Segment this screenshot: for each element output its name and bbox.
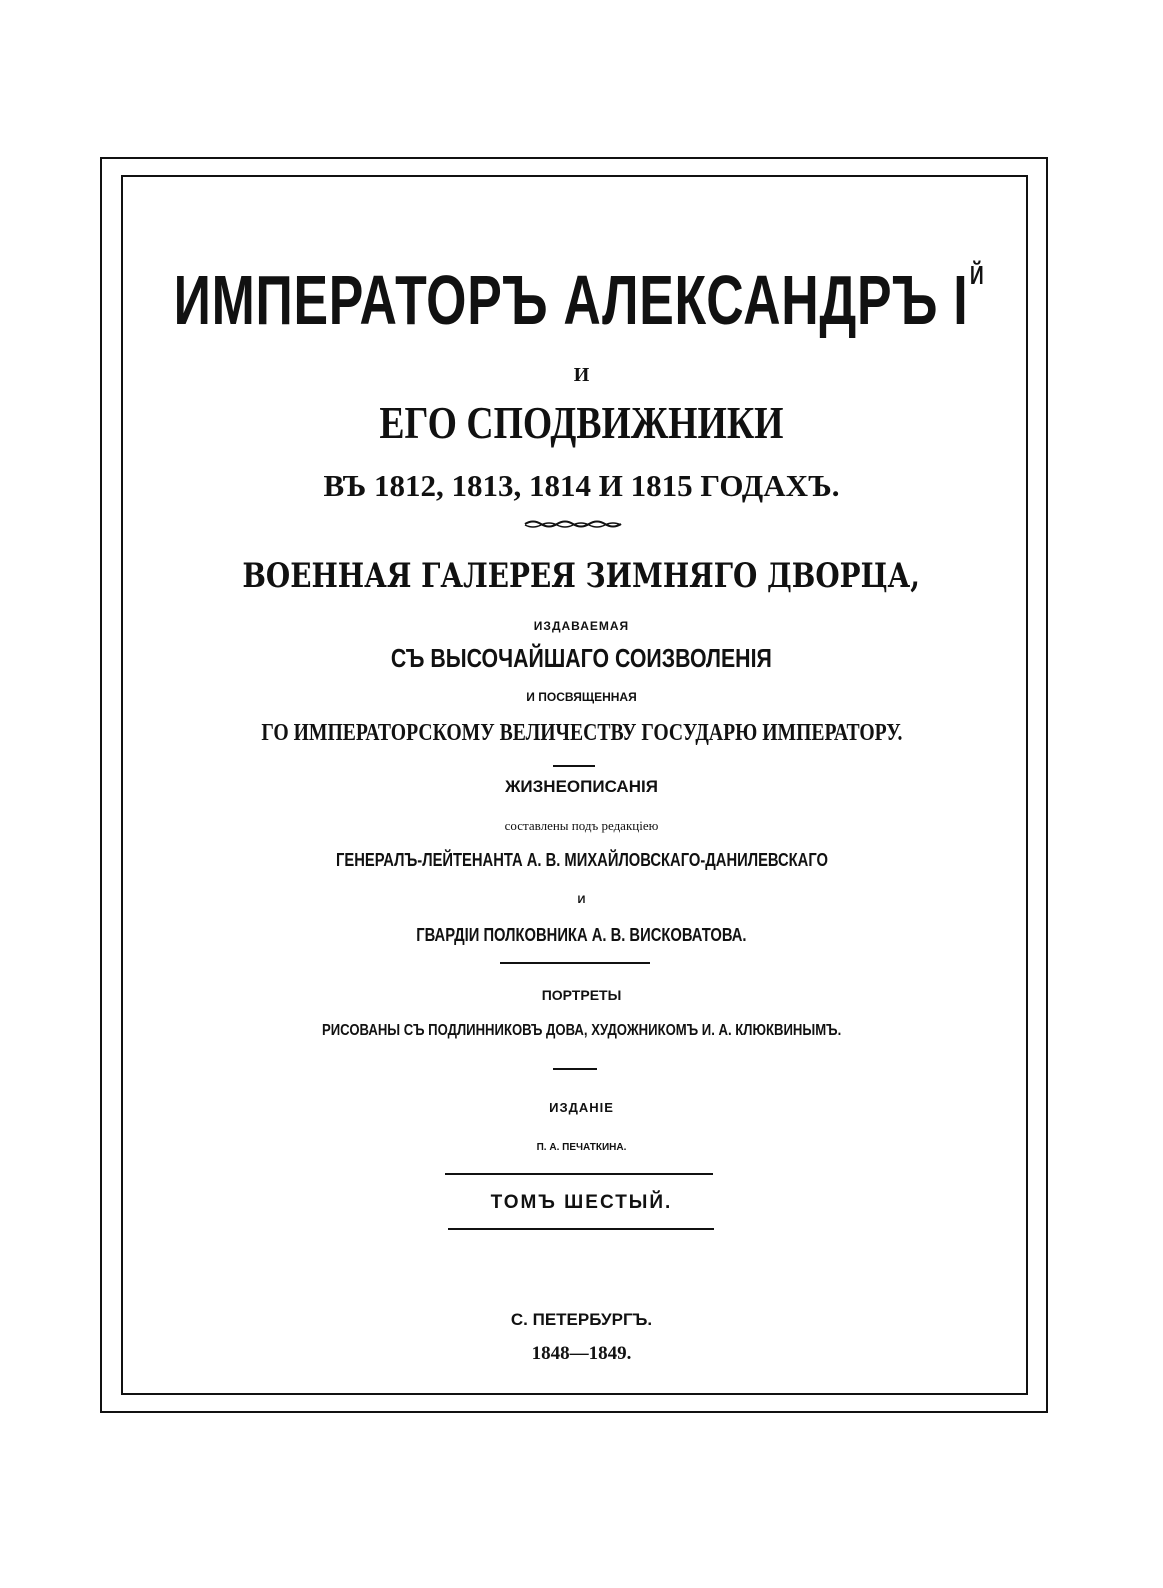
- dedication-line: [0, 720, 1163, 747]
- publisher-line: П. А. ПЕЧАТКИНА.: [536, 1142, 627, 1153]
- editor-2-text: ГВАРДІИ ПОЛКОВНИКА А. В. ВИСКОВАТОВА.: [416, 925, 747, 945]
- permission-text: СЪ ВЫСОЧАЙШАГО СОИЗВОЛЕНІЯ: [390, 643, 772, 673]
- subtitle-text: ЕГО СПОДВИЖНИКИ: [379, 397, 784, 448]
- rule-5: [448, 1228, 714, 1230]
- conjunction-and-2: И: [577, 894, 586, 906]
- dates-line: 1848—1849.: [531, 1343, 632, 1364]
- rule-4: [445, 1173, 713, 1175]
- title-suffix: Й: [969, 260, 985, 290]
- short-rule-3: [553, 1068, 597, 1070]
- title-text: ИМПЕРАТОРЪ АЛЕКСАНДРЪ I: [173, 261, 969, 339]
- editor-2-line: [0, 925, 1163, 946]
- published-line: ИЗДАВАЕМАЯ: [533, 619, 630, 633]
- short-rule-1: [553, 765, 595, 767]
- gallery-text: ВОЕННАЯ ГАЛЕРЕЯ ЗИМНЯГО ДВОРЦА,: [242, 556, 921, 596]
- conjunction-and-1: И: [573, 364, 590, 386]
- biographies-line: ЖИЗНЕОПИСАНІЯ: [505, 777, 658, 796]
- compiled-line: составлены подъ редакціею: [504, 818, 659, 833]
- portraits-line: ПОРТРЕТЫ: [541, 987, 622, 1003]
- years-line: ВЪ 1812, 1813, 1814 И 1815 ГОДАХЪ.: [323, 468, 840, 503]
- gallery-line: [0, 556, 1163, 596]
- dedication-text: ГО ИМПЕРАТОРСКОМУ ВЕЛИЧЕСТВУ ГОСУДАРЮ ИМПЕРАТОРУ.: [260, 720, 903, 746]
- subtitle: [0, 396, 1163, 449]
- volume-line: ТОМЪ ШЕСТЫЙ.: [490, 1192, 673, 1213]
- city-line: С. ПЕТЕРБУРГЪ.: [510, 1310, 653, 1329]
- editor-1-text: ГЕНЕРАЛЪ-ЛЕЙТЕНАНТА А. В. МИХАЙЛОВСКАГО-ДАНИЛЕВСКАГО: [335, 850, 828, 870]
- drawn-by-text: РИСОВАНЫ СЪ ПОДЛИННИКОВЪ ДОВА, ХУДОЖНИКОМЪ И. А. КЛЮКВИНЫМЪ.: [321, 1022, 842, 1039]
- dedicated-line: И ПОСВЯЩЕННАЯ: [526, 690, 637, 704]
- editor-1-line: [0, 850, 1163, 871]
- rule-2: [500, 962, 650, 964]
- main-title: [149, 260, 1010, 339]
- permission-line: [0, 643, 1163, 674]
- ornament-divider: [523, 518, 623, 530]
- edition-line: ИЗДАНІЕ: [549, 1100, 614, 1115]
- drawn-by-line: [0, 1022, 1163, 1040]
